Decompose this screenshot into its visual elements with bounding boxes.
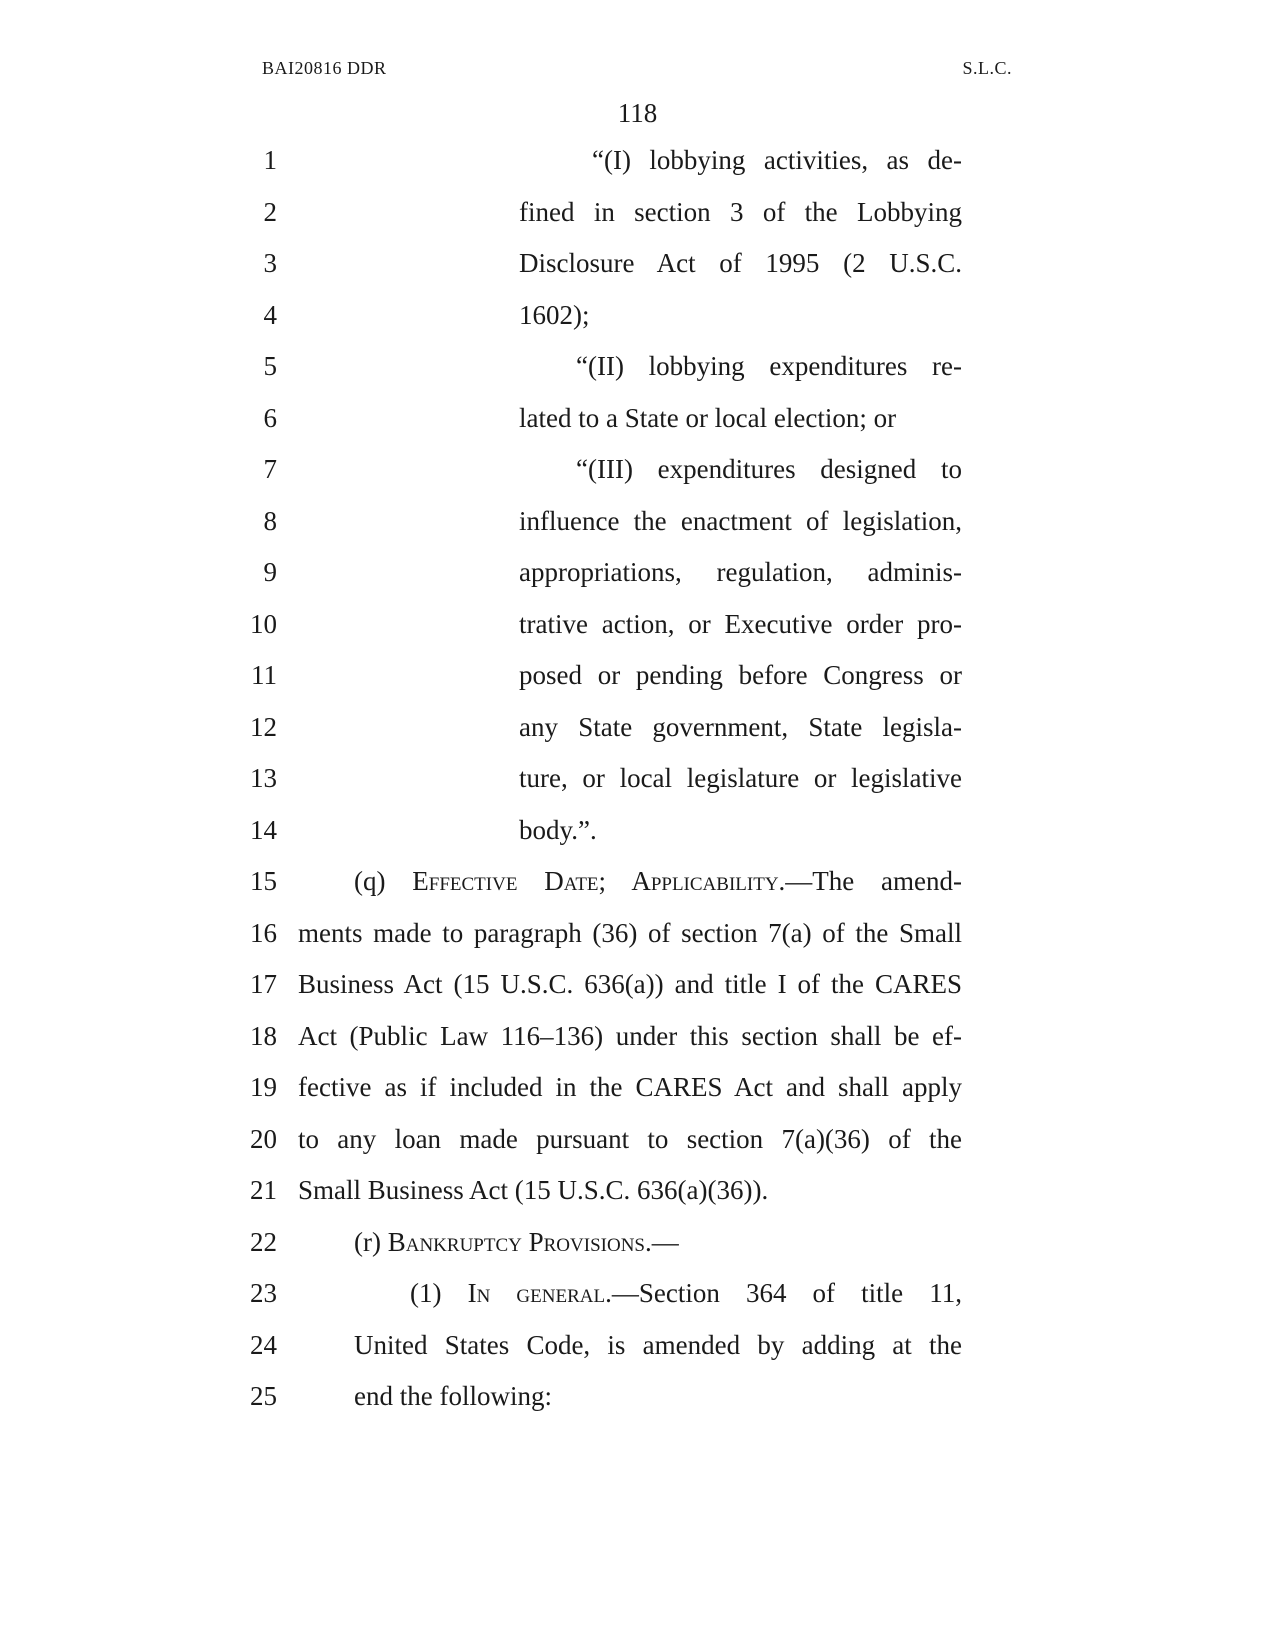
document-line [0, 957, 1275, 1011]
line-content: Act (Public Law 116–136) under this section shall be ef- [298, 1021, 962, 1051]
line-number: 11 [251, 660, 277, 690]
line-text [576, 442, 962, 496]
document-line [0, 288, 1275, 342]
line-text [298, 1060, 962, 1114]
line-text [354, 854, 962, 908]
document-line [0, 494, 1275, 548]
heading-small-caps: Effective Date; Applicability [412, 866, 779, 896]
enumerator: (q) [354, 866, 413, 896]
line-number: 9 [263, 557, 277, 587]
header-right: S.L.C. [962, 58, 1012, 78]
header-left: BAI20816 DDR [262, 58, 387, 78]
line-number: 25 [250, 1381, 277, 1411]
line-number: 2 [263, 197, 277, 227]
line-text [298, 1112, 962, 1166]
line-text [519, 185, 962, 239]
line-text [519, 597, 962, 651]
line-content: 1602); [519, 300, 590, 330]
document-line [0, 1163, 1275, 1217]
line-number: 12 [250, 712, 277, 742]
document-line [0, 597, 1275, 651]
line-text [519, 288, 590, 342]
line-number: 17 [250, 969, 277, 999]
document-line [0, 442, 1275, 496]
line-number: 10 [250, 609, 277, 639]
line-text [519, 545, 962, 599]
line-content: ments made to paragraph (36) of section 7(a) of the Small [298, 918, 962, 948]
line-text [519, 700, 962, 754]
line-number: 1 [263, 145, 277, 175]
line-text [298, 957, 962, 1011]
enumerator: (r) [354, 1227, 388, 1257]
line-number: 24 [250, 1330, 277, 1360]
document-line [0, 545, 1275, 599]
line-content: “(I) lobbying activities, as de- [592, 145, 962, 175]
document-line [0, 906, 1275, 960]
line-content: ture, or local legislature or legislative [519, 763, 962, 793]
line-text [592, 133, 962, 187]
line-content: .— [644, 1227, 679, 1257]
line-number: 22 [250, 1227, 277, 1257]
document-line [0, 1215, 1275, 1269]
line-content: lated to a State or local election; or [519, 403, 897, 433]
heading-small-caps: Bankruptcy Provisions [387, 1227, 645, 1257]
line-text [298, 1009, 962, 1063]
document-line [0, 648, 1275, 702]
document-line [0, 854, 1275, 908]
line-number: 6 [263, 403, 277, 433]
document-line [0, 133, 1275, 187]
line-number: 16 [250, 918, 277, 948]
line-content: end the following: [354, 1381, 552, 1411]
line-text [519, 803, 597, 857]
line-number: 15 [250, 866, 277, 896]
line-text [298, 1163, 768, 1217]
line-text [354, 1215, 679, 1269]
heading-small-caps: In general [467, 1278, 606, 1308]
document-line [0, 751, 1275, 805]
line-number: 19 [250, 1072, 277, 1102]
line-content: influence the enactment of legislation, [519, 506, 962, 536]
line-content: Business Act (15 U.S.C. 636(a)) and title I of the CARES [298, 969, 962, 999]
line-content: fective as if included in the CARES Act and shall apply [298, 1072, 962, 1102]
line-content: any State government, State legisla- [519, 712, 962, 742]
document-line [0, 1318, 1275, 1372]
line-content: .—Section 364 of title 11, [605, 1278, 962, 1308]
document-line [0, 339, 1275, 393]
line-content: Small Business Act (15 U.S.C. 636(a)(36)). [298, 1175, 769, 1205]
document-line [0, 1266, 1275, 1320]
line-content: appropriations, regulation, adminis- [519, 557, 962, 587]
line-content: trative action, or Executive order pro- [519, 609, 962, 639]
line-text [519, 391, 896, 445]
line-text [519, 648, 962, 702]
line-text [576, 339, 962, 393]
document-line [0, 236, 1275, 290]
line-number: 23 [250, 1278, 277, 1308]
line-number: 13 [250, 763, 277, 793]
line-number: 3 [263, 248, 277, 278]
line-content: .—The amend- [778, 866, 962, 896]
line-text [354, 1369, 552, 1423]
line-text [410, 1266, 962, 1320]
document-line [0, 803, 1275, 857]
line-number: 18 [250, 1021, 277, 1051]
line-text [519, 236, 962, 290]
line-content: to any loan made pursuant to section 7(a)(36) of the [298, 1124, 962, 1154]
document-line [0, 700, 1275, 754]
line-content: body.”. [519, 815, 597, 845]
document-line [0, 1009, 1275, 1063]
line-number: 21 [250, 1175, 277, 1205]
line-text [298, 906, 962, 960]
line-text [354, 1318, 962, 1372]
line-number: 5 [263, 351, 277, 381]
document-line [0, 391, 1275, 445]
line-number: 4 [263, 300, 277, 330]
line-content: posed or pending before Congress or [519, 660, 962, 690]
line-number: 14 [250, 815, 277, 845]
line-text [519, 751, 962, 805]
line-content: “(III) expenditures designed to [576, 454, 962, 484]
document-line [0, 1112, 1275, 1166]
enumerator: (1) [410, 1278, 468, 1308]
line-content: Disclosure Act of 1995 (2 U.S.C. [519, 248, 962, 278]
document-line [0, 185, 1275, 239]
line-number: 8 [263, 506, 277, 536]
line-content: fined in section 3 of the Lobbying [519, 197, 962, 227]
page-number: 118 [617, 98, 658, 128]
document-line [0, 1060, 1275, 1114]
line-number: 20 [250, 1124, 277, 1154]
line-content: United States Code, is amended by adding at the [354, 1330, 962, 1360]
line-text [519, 494, 962, 548]
line-content: “(II) lobbying expenditures re- [576, 351, 962, 381]
line-number: 7 [263, 454, 277, 484]
document-line [0, 1369, 1275, 1423]
